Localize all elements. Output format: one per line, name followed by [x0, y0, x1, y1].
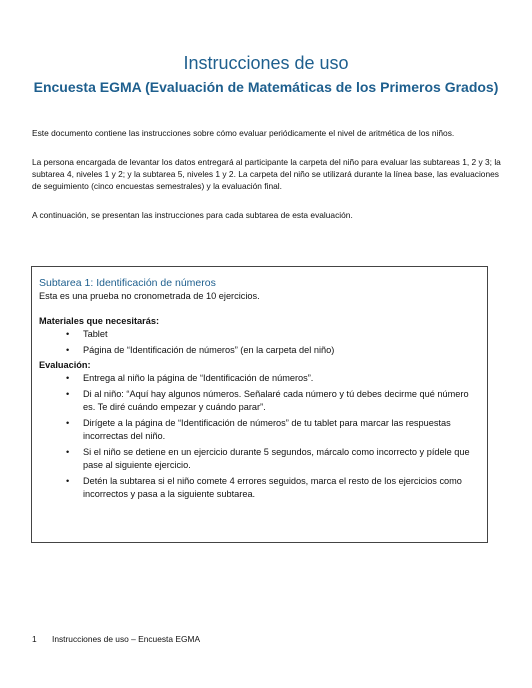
evaluation-step-text: Si el niño se detiene en un ejercicio durante 5 segundos, márcalo como incorrecto y pídele que pase al siguiente ejercicio.	[83, 446, 470, 470]
subtask-description: Esta es una prueba no cronometrada de 10 ejercicios.	[39, 291, 260, 301]
bullet-icon: •	[66, 344, 70, 355]
page-footer	[32, 633, 200, 645]
list-item	[66, 344, 481, 358]
intro-paragraph-1: Este documento contiene las instrucciones sobre cómo evaluar periódicamente el nivel de aritmética de los niños.	[32, 128, 455, 138]
intro-paragraph-3: A continuación, se presentan las instrucciones para cada subtarea de esta evaluación.	[32, 210, 353, 220]
list-item	[66, 372, 481, 386]
intro-paragraph-2: La persona encargada de levantar los datos entregará al participante la carpeta del niño para evaluar las subtareas 1, 2 y 3; la subtarea 4, niveles 1 y 2; y la subtarea 5, niveles 1 y 2. La carpeta del niño se utilizará durante la línea base, las evaluaciones de seguimiento (cinco encuestas semestrales) y la evaluación final.	[32, 157, 501, 191]
evaluation-step-text: Dirígete a la página de “Identificación de números” de tu tablet para marcar las respuestas incorrectas del niño.	[83, 417, 451, 441]
evaluation-heading: Evaluación:	[39, 360, 91, 370]
material-text: Tablet	[83, 329, 108, 339]
list-item	[66, 446, 481, 473]
evaluation-step-text: Detén la subtarea si el niño comete 4 errores seguidos, marca el resto de los ejercicios como incorrectos y pasa a la siguiente subtarea.	[83, 475, 462, 499]
bullet-icon: •	[66, 417, 70, 428]
materials-heading: Materiales que necesitarás:	[39, 316, 160, 326]
list-item	[66, 475, 481, 502]
list-item	[66, 417, 481, 444]
spacer	[39, 303, 481, 315]
bullet-icon: •	[66, 329, 70, 339]
footer-text: Instrucciones de uso – Encuesta EGMA	[52, 634, 201, 644]
evaluation-step-text: Di al niño: “Aquí hay algunos números. Señalaré cada número y tú debes decirme qué número es. Te diré cuándo empezar y cuándo parar”.	[83, 388, 469, 412]
bullet-icon: •	[66, 475, 70, 486]
document-subtitle: Encuesta EGMA (Evaluación de Matemáticas de los Primeros Grados)	[33, 79, 499, 95]
evaluation-list	[39, 372, 481, 502]
page-number: 1	[32, 634, 37, 644]
document-title: Instrucciones de uso	[183, 53, 349, 73]
bullet-icon: •	[66, 388, 70, 399]
list-item	[66, 388, 481, 415]
evaluation-step-text: Entrega al niño la página de “Identificación de números”.	[83, 373, 314, 383]
bullet-icon: •	[66, 446, 70, 457]
materials-list	[39, 328, 481, 357]
bullet-icon: •	[66, 373, 70, 383]
subtask-title: Subtarea 1: Identificación de números	[39, 277, 216, 289]
material-text: Página de “Identificación de números” (en la carpeta del niño)	[83, 344, 335, 355]
subtask-box	[31, 266, 488, 543]
list-item	[66, 328, 481, 342]
